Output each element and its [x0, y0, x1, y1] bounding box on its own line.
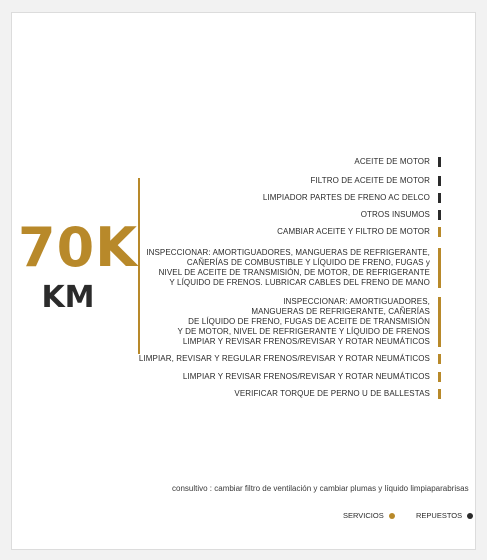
legend-servicios-label: SERVICIOS: [343, 511, 384, 520]
repuesto-marker: [438, 193, 441, 203]
item-line: NIVEL DE ACEITE DE TRANSMISIÓN, DE MOTOR, DE REFRIGERANTE: [158, 268, 430, 277]
maintenance-item: [354, 157, 430, 167]
item-line: Y LÍQUIDO DE FRENOS. LUBRICAR CABLES DEL FRENO DE MANO: [169, 278, 430, 287]
headline: [18, 216, 138, 316]
item-line: FILTRO DE ACEITE DE MOTOR: [310, 176, 430, 185]
maintenance-item: [361, 210, 430, 220]
item-line: MANGUERAS DE REFRIGERANTE, CAÑERÍAS: [251, 307, 430, 316]
item-line: LIMPIAR, REVISAR Y REGULAR FRENOS/REVISAR Y ROTAR NEUMÁTICOS: [138, 354, 430, 363]
advisory-note: consultivo : cambiar filtro de ventilación y cambiar plumas y líquido limpiaparabrisas: [172, 484, 469, 493]
item-line: LIMPIAR Y REVISAR FRENOS/REVISAR Y ROTAR NEUMÁTICOS: [182, 337, 430, 346]
mileage-value: 70K: [18, 216, 138, 279]
servicio-marker: [438, 248, 441, 288]
legend-repuestos-label: REPUESTOS: [416, 511, 463, 520]
item-line: VERIFICAR TORQUE DE PERNO U DE BALLESTAS: [234, 389, 430, 398]
item-line: LIMPIAR Y REVISAR FRENOS/REVISAR Y ROTAR NEUMÁTICOS: [182, 372, 430, 381]
repuesto-marker: [438, 176, 441, 186]
maintenance-item: [310, 176, 430, 186]
servicio-marker: [438, 227, 441, 237]
item-line: ACEITE DE MOTOR: [354, 157, 430, 166]
item-line: CAÑERÍAS DE COMBUSTIBLE Y LÍQUIDO DE FRENO, FUGAS y: [186, 258, 430, 267]
servicio-marker: [438, 354, 441, 364]
legend-repuestos: [416, 511, 473, 521]
item-line: DE LÍQUIDO DE FRENO, FUGAS DE ACEITE DE TRANSMISIÓN: [188, 317, 430, 326]
maintenance-item: [146, 248, 430, 288]
servicio-marker: [438, 372, 441, 382]
maintenance-item: [139, 354, 430, 364]
maintenance-item: [263, 193, 430, 203]
legend-servicios: [343, 511, 395, 521]
maintenance-item: [234, 389, 430, 399]
servicios-dot-icon: [389, 513, 395, 519]
mileage-unit: KM: [41, 280, 95, 315]
repuesto-marker: [438, 210, 441, 220]
divider-line: [138, 178, 140, 354]
item-line: Y DE MOTOR, NIVEL DE REFRIGERANTE Y LÍQUIDO DE FRENOS: [177, 327, 430, 336]
repuesto-marker: [438, 157, 441, 167]
item-line: CAMBIAR ACEITE Y FILTRO DE MOTOR: [277, 227, 430, 236]
maintenance-item: [178, 297, 430, 347]
maintenance-item: [277, 227, 430, 237]
servicio-marker: [438, 297, 441, 347]
item-line: OTROS INSUMOS: [360, 210, 430, 219]
item-line: INSPECCIONAR: AMORTIGUADORES, MANGUERAS DE REFRIGERANTE,: [146, 248, 430, 257]
item-line: INSPECCIONAR: AMORTIGUADORES,: [283, 297, 430, 306]
maintenance-item: [183, 372, 430, 382]
repuestos-dot-icon: [467, 513, 473, 519]
item-line: LIMPIADOR PARTES DE FRENO AC DELCO: [262, 193, 430, 202]
servicio-marker: [438, 389, 441, 399]
